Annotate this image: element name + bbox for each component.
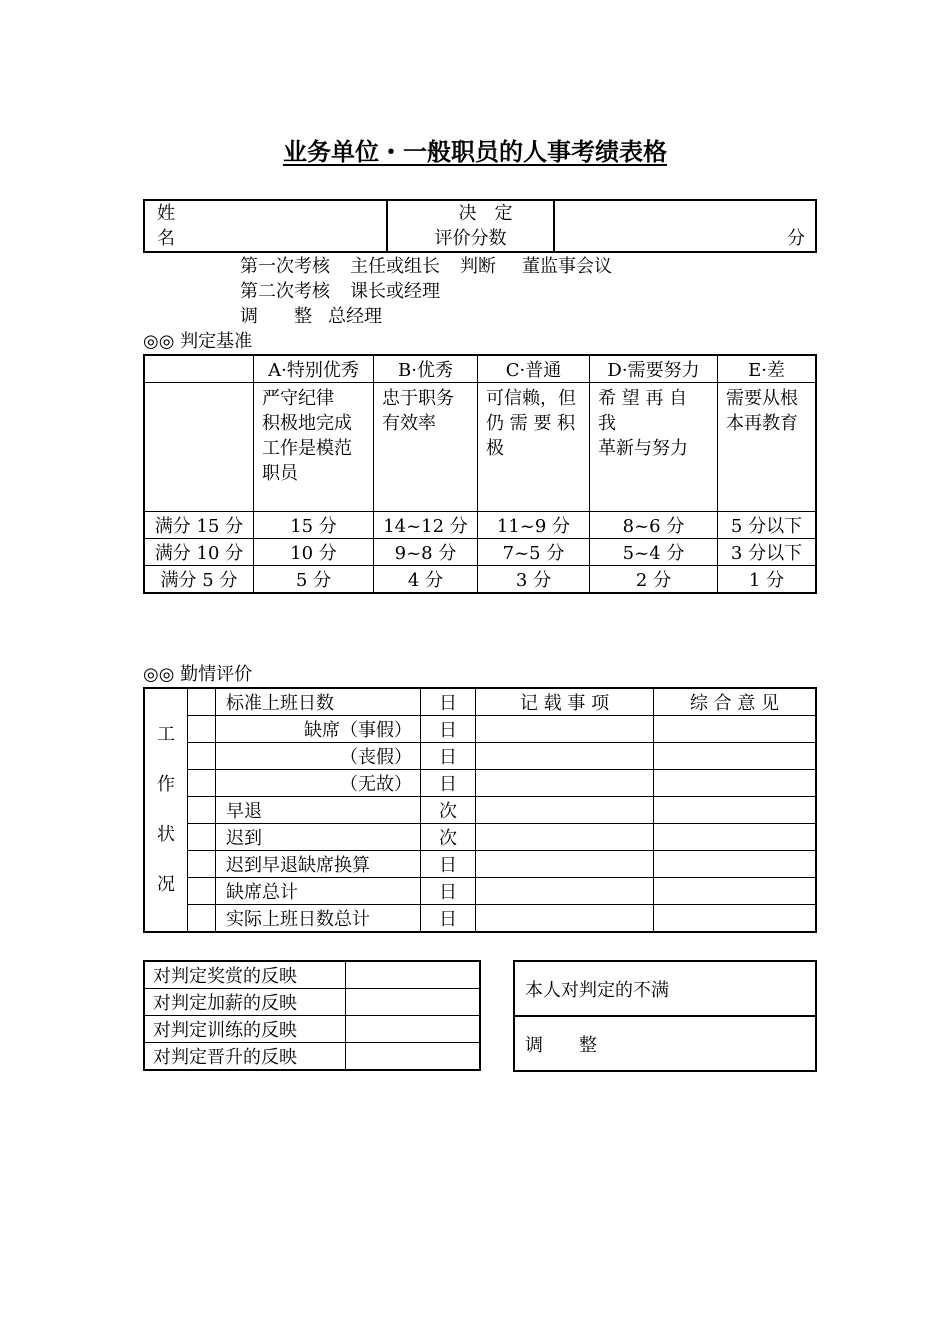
adjust-label[interactable]: 调 整: [514, 1016, 816, 1071]
desc-e: 需要从根 本再教育: [718, 383, 817, 512]
attendance-row: 缺席总计 日: [144, 878, 816, 905]
name-cell[interactable]: 姓 名: [144, 200, 387, 252]
reaction-row: 对判定训练的反映: [144, 1016, 480, 1043]
desc-c: 可信赖，但 仍 需 要 积 极: [478, 383, 590, 512]
criteria-table: [143, 354, 817, 594]
dissatisfaction-label[interactable]: 本人对判定的不满: [514, 961, 816, 1016]
grade-d: D·需要努力: [590, 355, 718, 383]
grade-header-row: [144, 355, 816, 383]
desc-b: 忠于职务 有效率: [374, 383, 478, 512]
grade-e: E·差: [718, 355, 817, 383]
review-line-3: 调 整 总经理: [240, 306, 382, 327]
page-title: 业务单位・一般职员的人事考绩表格: [283, 138, 667, 166]
name-score-table: [143, 199, 817, 253]
review-line-1: 第一次考核 主任或组长 判断 董监事会议: [240, 256, 612, 277]
attendance-row: 缺席（事假） 日: [144, 716, 816, 743]
reaction-row: 对判定加薪的反映: [144, 989, 480, 1016]
attendance-row: 实际上班日数总计 日: [144, 905, 816, 933]
desc-d: 希 望 再 自 我 革新与努力: [590, 383, 718, 512]
grade-description-row: [144, 383, 816, 512]
grade-c: C·普通: [478, 355, 590, 383]
attendance-row: （丧假） 日: [144, 743, 816, 770]
score-value-cell[interactable]: 分: [554, 200, 816, 252]
reaction-row: 对判定奖赏的反映: [144, 961, 480, 989]
record-header: 记 载 事 项: [476, 688, 654, 716]
attendance-row: 工 作 状 况 标准上班日数 日 记 载 事 项 综 合 意 见: [144, 688, 816, 716]
score-label-cell: 决 定 评价分数: [387, 200, 554, 252]
dissatisfaction-table: [513, 960, 817, 1072]
reaction-row: 对判定晋升的反映: [144, 1043, 480, 1071]
review-line-2: 第二次考核 课长或经理: [240, 281, 440, 302]
reaction-table: [143, 960, 481, 1071]
opinion-header: 综 合 意 见: [654, 688, 817, 716]
criteria-section-title: ◎◎ 判定基准: [143, 331, 253, 352]
attendance-row: 早退 次: [144, 797, 816, 824]
score-row-15: 满分 15 分 15 分 14~12 分 11~9 分 8~6 分 5 分以下: [144, 512, 816, 539]
grade-b: B·优秀: [374, 355, 478, 383]
work-status-label: 工 作 状 况: [144, 688, 188, 932]
score-row-5: 满分 5 分 5 分 4 分 3 分 2 分 1 分: [144, 566, 816, 594]
attendance-row: （无故） 日: [144, 770, 816, 797]
attendance-row: 迟到 次: [144, 824, 816, 851]
grade-a: A·特别优秀: [254, 355, 374, 383]
attendance-table: [143, 687, 817, 933]
score-row-10: 满分 10 分 10 分 9~8 分 7~5 分 5~4 分 3 分以下: [144, 539, 816, 566]
attendance-row: 迟到早退缺席换算 日: [144, 851, 816, 878]
desc-a: 严守纪律 积极地完成 工作是模范 职员: [254, 383, 374, 512]
attendance-section-title: ◎◎ 勤情评价: [143, 664, 253, 685]
